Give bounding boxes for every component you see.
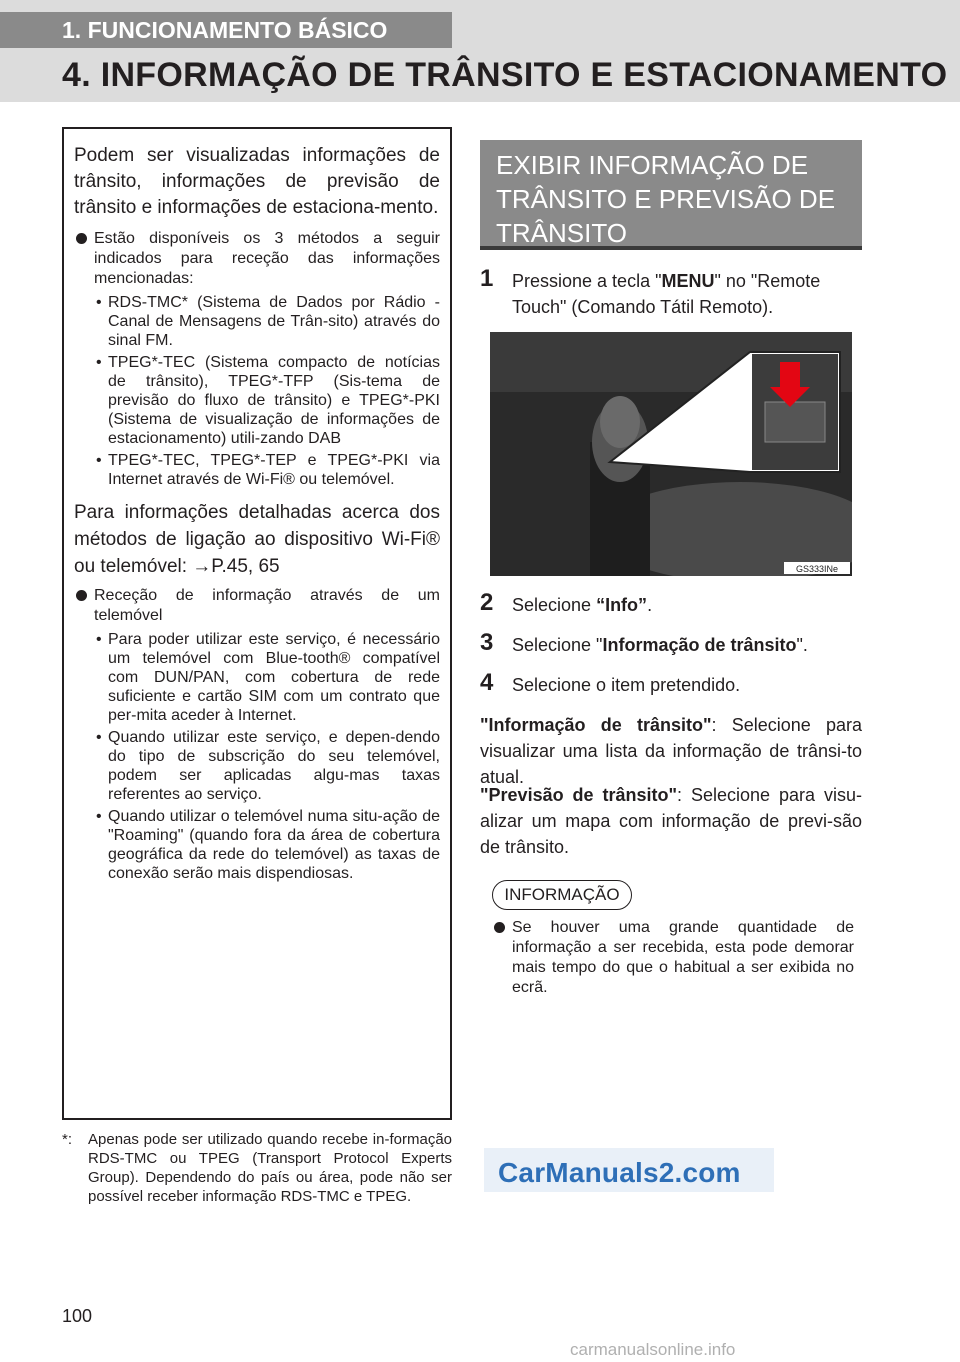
footnote	[62, 1130, 452, 1206]
connection-text: Para informações detalhadas acerca dos métodos de ligação ao dispositivo Wi-Fi® ou telemóvel: →P.45, 65	[74, 502, 440, 577]
sub-item	[74, 630, 440, 725]
info-label: INFORMAÇÃO	[492, 880, 632, 910]
sub-mark: •	[96, 808, 102, 825]
info-item	[492, 918, 854, 998]
sub-item	[74, 353, 440, 448]
footnote-text: Apenas pode ser utilizado quando recebe in-formação RDS-TMC ou TPEG (Transport Protocol Experts Group). Dependendo do país ou área, pode não ser possível receber informação RDS-TMC e TPEG.	[88, 1131, 452, 1205]
bullet-text: Estão disponíveis os 3 métodos a seguir indicados para receção das informações mencionadas:	[94, 230, 440, 287]
sub-mark: •	[96, 631, 102, 648]
photo-code: GS333INe	[795, 564, 839, 574]
bullet-item	[74, 229, 440, 289]
bullet-dot-icon	[76, 590, 87, 601]
description-text: : Selecione para visualizar uma lista da informação de trânsi-to atual.	[480, 715, 863, 787]
intro-text: Podem ser visualizadas informações de trânsito, informações de previsão de trânsito e informações de estaciona-mento.	[74, 145, 440, 218]
menu-key-label: MENU	[661, 271, 715, 291]
sub-text: RDS-TMC* (Sistema de Dados por Rádio - Canal de Mensagens de Trân-sito) através do sinal FM.	[108, 294, 440, 349]
step-text: " no "Remote Touch" (Comando Tátil Remoto).	[512, 271, 821, 317]
step-text: .	[647, 595, 653, 615]
sub-text: Para poder utilizar este serviço, é necessário um telemóvel com Blue-tooth® compatível com DUN/PAN, com cobertura de rede suficiente e cartão SIM com um contrato que per-mita aceder à Internet.	[108, 631, 440, 724]
step-2	[480, 589, 862, 618]
page-number: 100	[62, 1306, 93, 1326]
sub-text: TPEG*-TEC (Sistema compacto de notícias de trânsito), TPEG*-TFP (Sis-tema de previsão do fluxo de trânsito) e TPEG*-PKI (Sistema de visualização de informações de estacionamento) utili-zando DAB	[108, 354, 440, 447]
traffic-info-description	[480, 712, 862, 790]
bottom-watermark: carmanualsonline.info	[570, 1340, 736, 1359]
sub-item	[74, 807, 440, 883]
sub-mark: •	[96, 354, 102, 371]
step-4	[480, 669, 862, 698]
info-option-label: “Info”	[596, 595, 648, 615]
step-text: Selecione "	[512, 635, 603, 655]
bullet-dot-icon	[494, 922, 505, 933]
step-text: Pressione a tecla "	[512, 271, 662, 291]
sub-mark: •	[96, 452, 102, 469]
step-number: 4	[480, 669, 494, 696]
term: "Previsão de trânsito"	[480, 785, 678, 805]
step-number: 3	[480, 629, 494, 656]
sub-item	[74, 451, 440, 489]
watermark: CarManuals2.com	[498, 1157, 741, 1188]
term: "Informação de trânsito"	[480, 715, 712, 735]
sub-mark: •	[96, 294, 102, 311]
sub-item	[74, 728, 440, 804]
info-text: Se houver uma grande quantidade de informação a ser recebida, esta pode demorar mais tempo do que o habitual a ser exibida no ecrã.	[512, 919, 854, 996]
page-title: 4. INFORMAÇÃO DE TRÂNSITO E ESTACIONAMENTO	[62, 56, 948, 94]
sub-text: Quando utilizar o telemóvel numa situ-ação de "Roaming" (quando fora da área de cobertura geográfica da rede do telemóvel) as taxas de conexão serão mais dispendiosas.	[108, 808, 440, 882]
traffic-info-option-label: Informação de trânsito	[602, 635, 797, 655]
step-number: 2	[480, 589, 494, 616]
section-tab: 1. FUNCIONAMENTO BÁSICO	[0, 12, 452, 48]
step-text: Selecione	[512, 595, 597, 615]
step-number: 1	[480, 265, 494, 292]
bullet-dot-icon	[76, 233, 87, 244]
page-header	[0, 0, 960, 102]
sub-text: Quando utilizar este serviço, e depen-dendo do tipo de subscrição do seu telemóvel, podem ser aplicadas algu-mas taxas referentes ao serviço.	[108, 729, 440, 803]
info-box	[62, 127, 452, 1120]
sub-mark: •	[96, 729, 102, 746]
bullet-text: Receção de informação através de um telemóvel	[94, 587, 440, 624]
bullet-item	[74, 586, 440, 626]
description-text: : Selecione para visu-alizar um mapa com informação de previ-são de trânsito.	[480, 785, 862, 857]
sub-text: TPEG*-TEC, TPEG*-TEP e TPEG*-PKI via Internet através de Wi-Fi® ou telemóvel.	[108, 452, 440, 488]
section-heading: EXIBIR INFORMAÇÃO DE TRÂNSITO E PREVISÃO DE TRÂNSITO	[480, 140, 862, 250]
step-text: Selecione o item pretendido.	[512, 675, 741, 695]
traffic-forecast-description	[480, 782, 862, 860]
step-3	[480, 629, 862, 658]
step-1	[480, 265, 862, 320]
remote-touch-photo	[490, 332, 852, 576]
step-text: ".	[796, 635, 808, 655]
sub-item	[74, 293, 440, 350]
footnote-mark: *:	[62, 1131, 73, 1148]
